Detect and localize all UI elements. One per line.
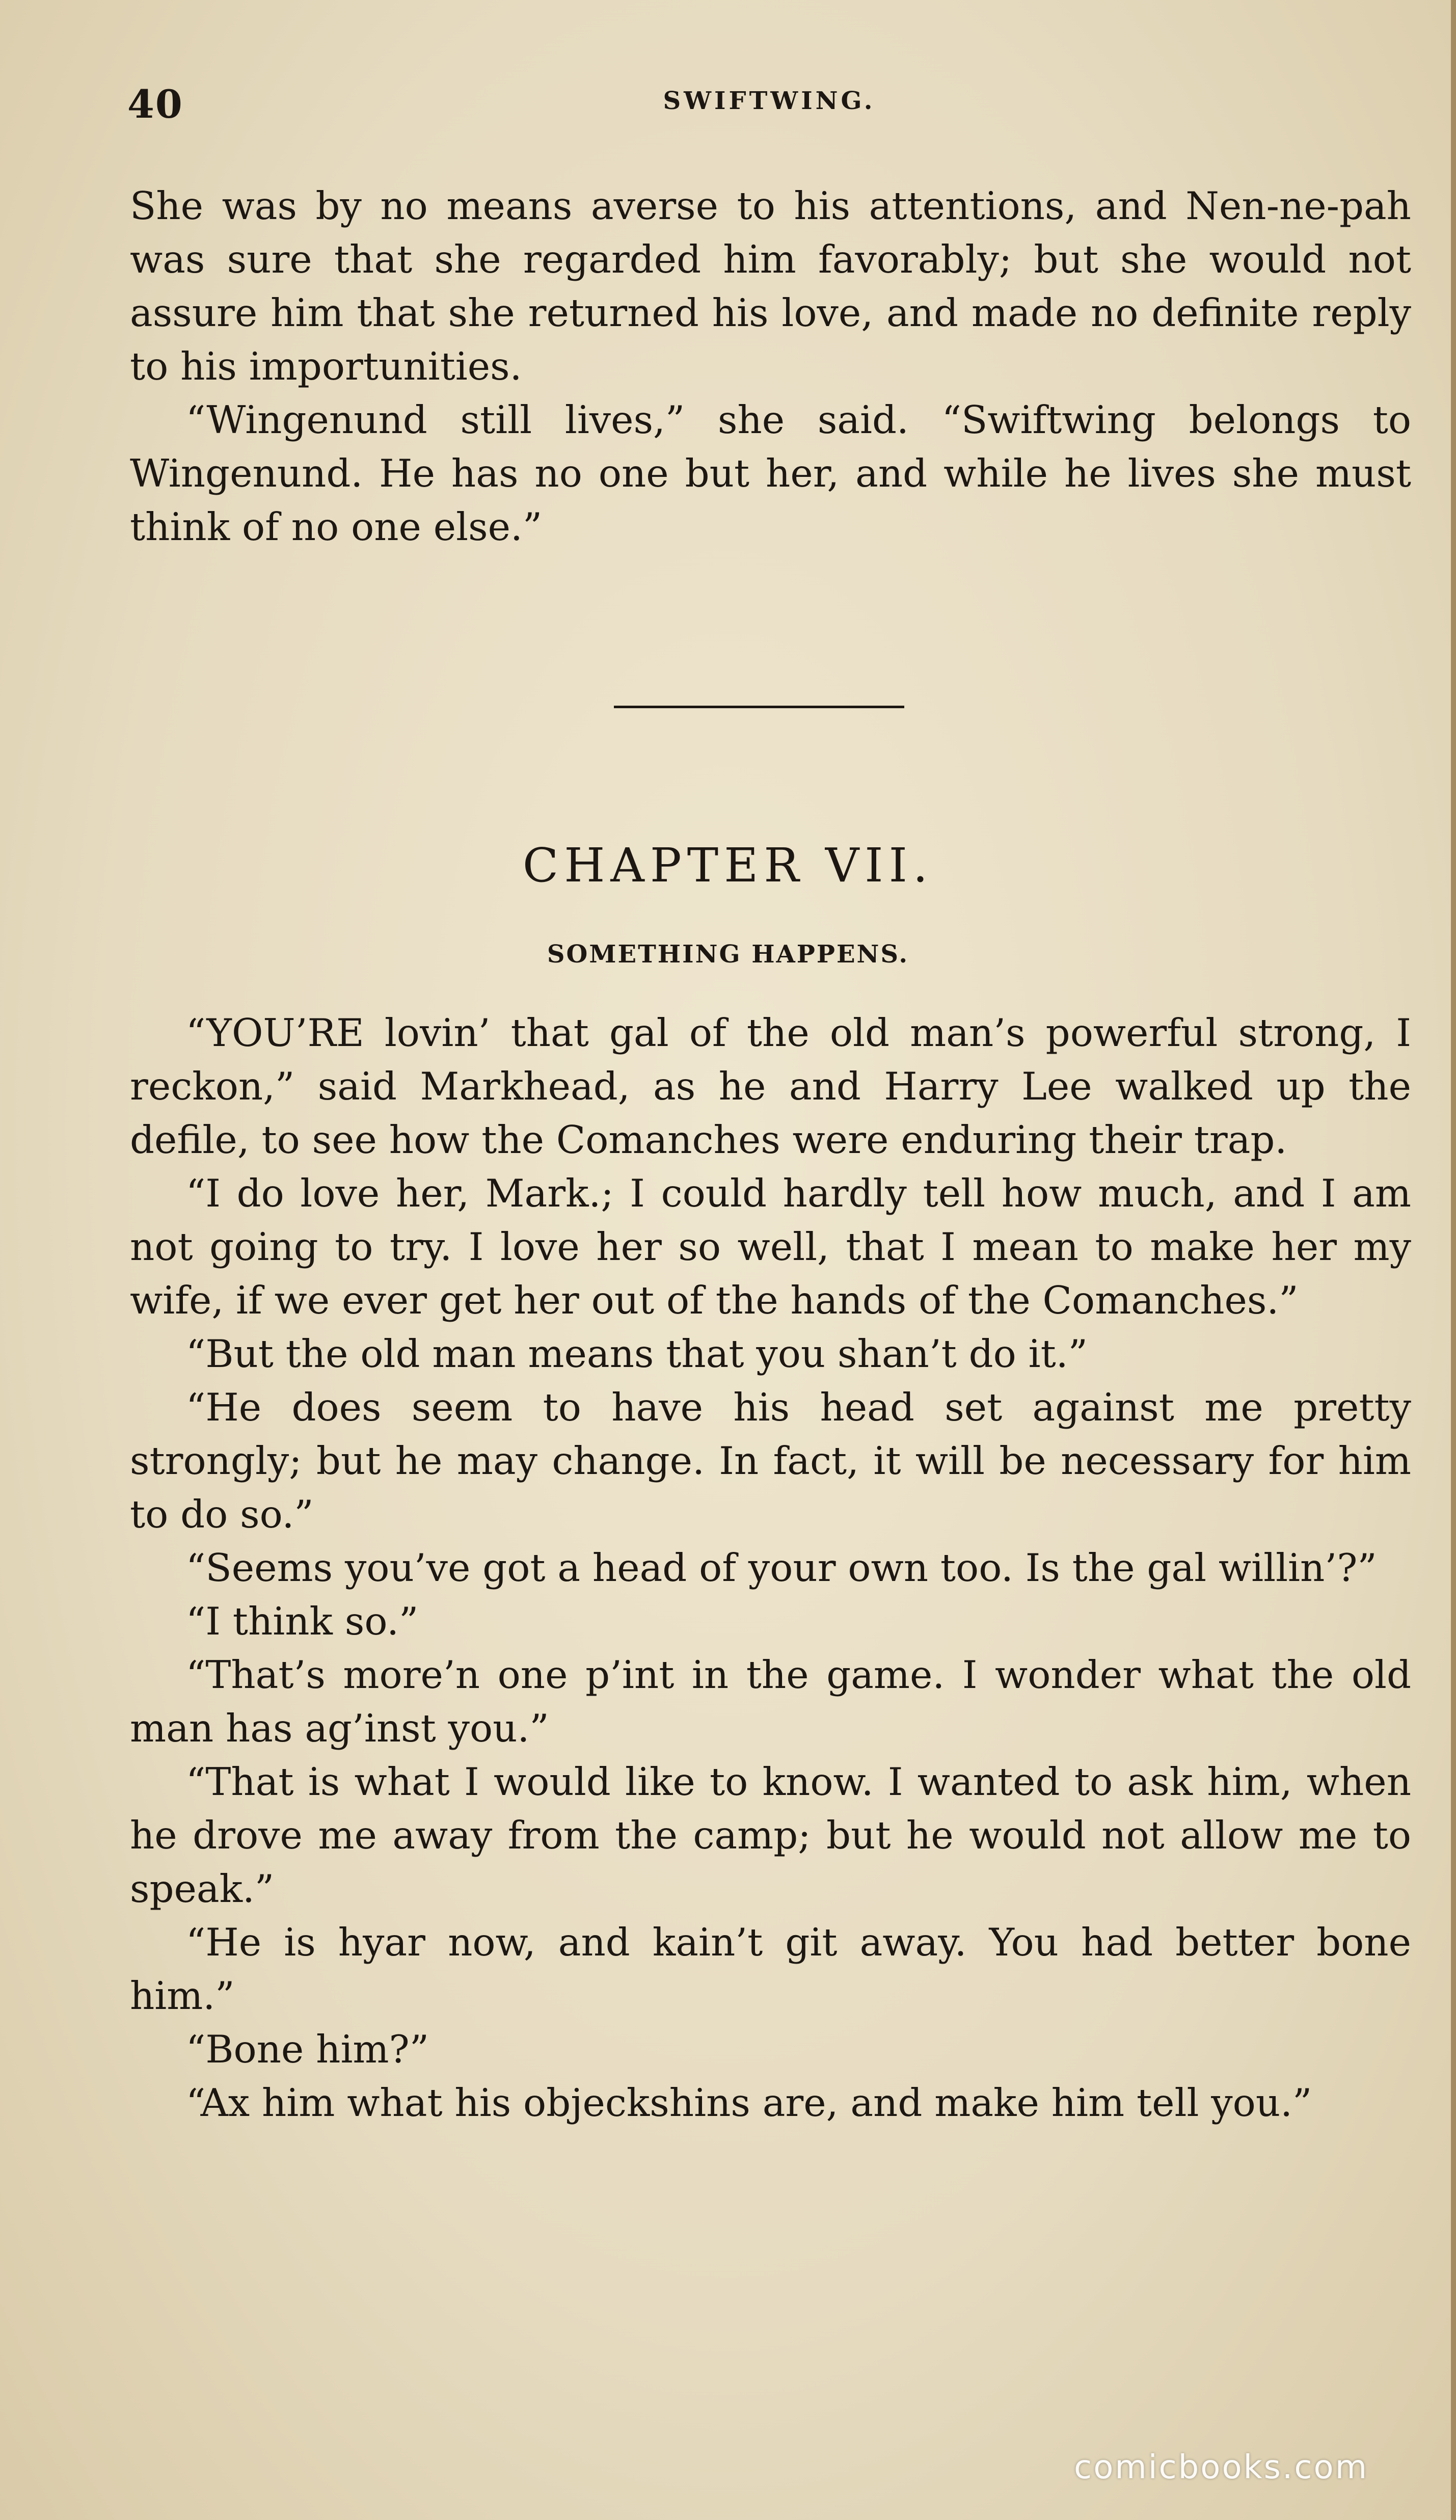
paragraph: “YOU’RE lovin’ that gal of the old man’s powerful strong, I reckon,” said Markhead, as he and Harry Lee walked up the defile, to see how the Comanches were enduring their trap.: [130, 1010, 1411, 1162]
paragraph: “That’s more’n one p’int in the game. I wonder what the old man has ag’inst you.”: [130, 1652, 1411, 1751]
paragraph: “I think so.”: [186, 1599, 419, 1644]
paragraph: She was by no means averse to his attentions, and Nen-ne-pah was sure that she regarded him favorably; but she would not assure him that she returned his love, and made no definite reply to his importunities.: [130, 183, 1411, 389]
page-edge: [1451, 0, 1456, 2520]
paragraph: “Ax him what his objeckshins are, and make him tell you.”: [186, 2080, 1312, 2125]
chapter-title: CHAPTER VII.: [522, 838, 934, 893]
page-header: [127, 76, 1411, 132]
paragraph: “That is what I would like to know. I wanted to ask him, when he drove me away from the camp; but he would not allow me to speak.”: [130, 1759, 1411, 1911]
running-head: SWIFTWING.: [663, 87, 876, 115]
paragraph: “Seems you’ve got a head of your own too. Is the gal willin’?”: [186, 1545, 1377, 1590]
page-number: 40: [127, 82, 183, 127]
watermark: comicbooks.com: [1074, 2449, 1369, 2486]
paragraph: “Bone him?”: [186, 2027, 429, 2072]
paragraph: “He does seem to have his head set against me pretty strongly; but he may change. In fact, it will be necessary for him to do so.”: [130, 1385, 1411, 1537]
paragraph: “I do love her, Mark.; I could hardly tell how much, and I am not going to try. I love her so well, that I mean to make her my wife, if we ever get her out of the hands of the Comanches.”: [130, 1171, 1411, 1323]
paragraph: “Wingenund still lives,” she said. “Swiftwing belongs to Wingenund. He has no one but her, and while he lives she must think of no one else.”: [130, 397, 1411, 549]
chapter-subtitle: SOMETHING HAPPENS.: [547, 940, 909, 969]
section-one-text: [130, 179, 1411, 554]
paragraph: “He is hyar now, and kain’t git away. You had better bone him.”: [130, 1920, 1411, 2018]
paragraph: “But the old man means that you shan’t do it.”: [186, 1331, 1088, 1376]
section-two-text: [130, 1006, 1411, 2130]
section-divider: [614, 706, 904, 708]
